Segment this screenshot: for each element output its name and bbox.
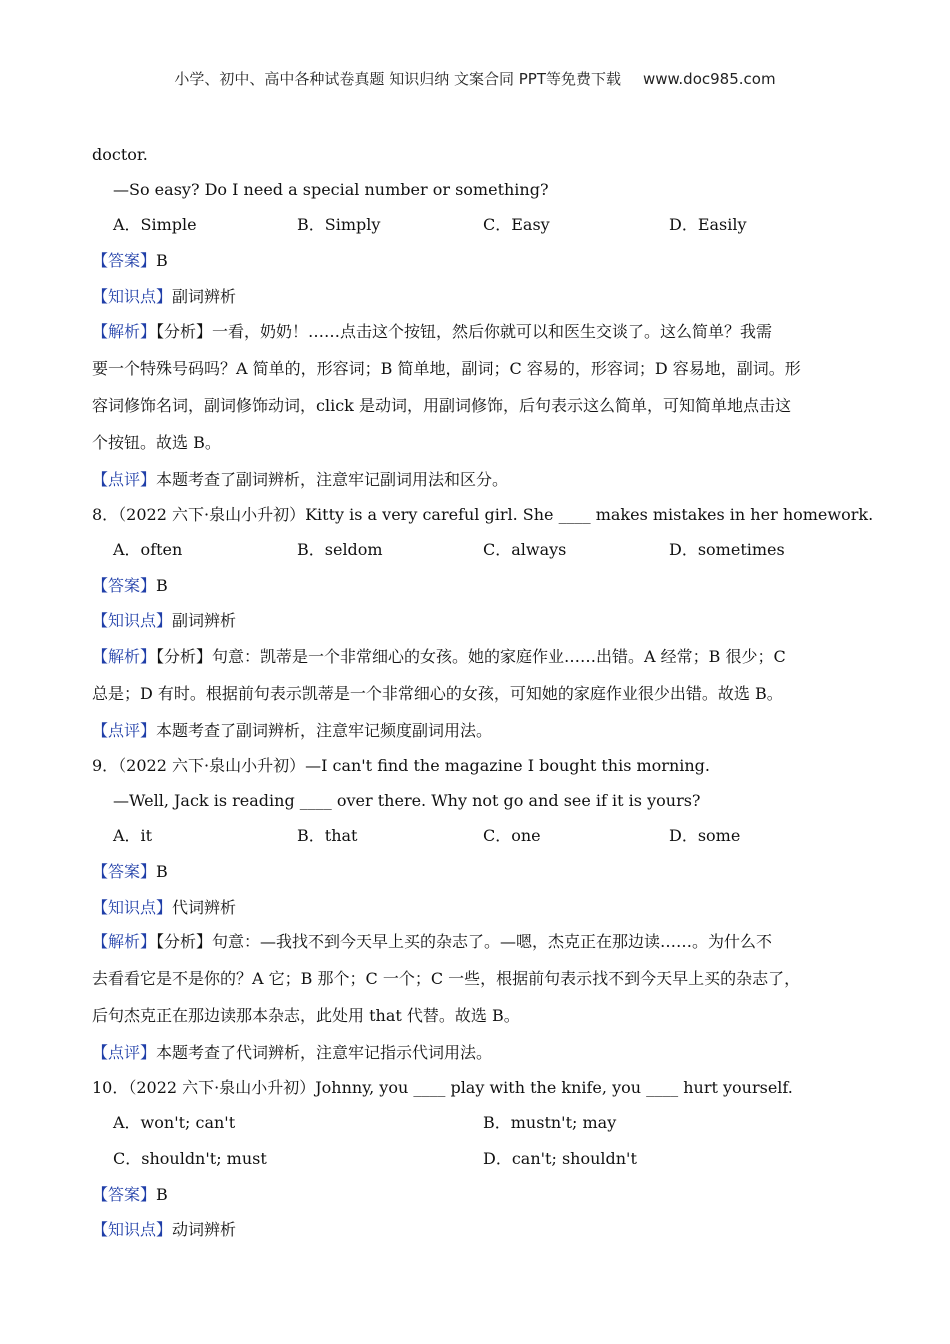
q8-answer-row [92,575,168,597]
analysis-label: 【解析】 [92,647,157,666]
comment-label: 【点评】 [92,1043,157,1062]
knowledge-label: 【知识点】 [92,611,173,630]
q10-option-c: C．shouldn't; must [113,1149,267,1168]
q7-analysis-line-1 [92,321,772,343]
q7-dialogue: —So easy? Do I need a special number or something? [113,180,549,199]
q9-stem: 9．（2022 六下·泉山小升初）—I can't find the magazine I bought this morning. [92,756,710,775]
q7-answer: B [156,251,168,270]
q10-knowledge-row [92,1219,236,1241]
q9-knowledge: 代词辨析 [172,898,237,917]
q7-knowledge-row [92,286,236,308]
comment-label: 【点评】 [92,470,157,489]
comment-label: 【点评】 [92,721,157,740]
q10-knowledge: 动词辨析 [172,1220,237,1239]
q8-analysis-line-1 [92,646,786,668]
answer-label: 【答案】 [92,1185,157,1204]
q7-analysis-line-4: 个按钮。故选 B。 [92,433,221,452]
q7-option-b: B．Simply [297,215,381,234]
q9-comment-row [92,1042,492,1064]
header-site: www.doc985.com [642,70,776,88]
q7-analysis-line-2: 要一个特殊号码吗？A 简单的，形容词；B 简单地，副词；C 容易的，形容词；D 容易地，副词。形 [92,359,801,378]
q9-analysis-line-3: 后句杰克正在那边读那本杂志，此处用 that 代替。故选 B。 [92,1006,520,1025]
q8-option-c: C．always [483,540,567,559]
q9-knowledge-row [92,897,236,919]
q9-analysis-line-1 [92,931,772,953]
q7-option-c: C．Easy [483,215,550,234]
q7-stem-continued: doctor. [92,145,148,164]
q9-answer-row [92,861,168,883]
analysis-label: 【解析】 [92,322,157,341]
q8-answer: B [156,576,168,595]
q10-option-b: B．mustn't; may [483,1113,617,1132]
answer-label: 【答案】 [92,576,157,595]
q9-option-c: C．one [483,826,541,845]
q7-option-d: D．Easily [669,215,747,234]
knowledge-label: 【知识点】 [92,898,173,917]
answer-label: 【答案】 [92,862,157,881]
q8-analysis-text-1: 【分析】句意：凯蒂是一个非常细心的女孩。她的家庭作业……出错。A 经常；B 很少；C [156,647,786,666]
q10-stem: 10．（2022 六下·泉山小升初）Johnny, you ____ play with the knife, you ____ hurt yourself. [92,1078,793,1097]
q9-answer: B [156,862,168,881]
q7-analysis-text-1: 【分析】一看，奶奶！……点击这个按钮，然后你就可以和医生交谈了。这么简单？我需 [156,322,773,341]
q7-comment-row [92,469,508,491]
page-header [0,68,950,89]
q8-option-d: D．sometimes [669,540,785,559]
q9-option-a: A．it [113,826,153,845]
q9-option-d: D．some [669,826,741,845]
q8-option-a: A．often [113,540,183,559]
q9-analysis-text-1: 【分析】句意：—我找不到今天早上买的杂志了。—嗯，杰克正在那边读……。为什么不 [156,932,773,951]
q7-knowledge: 副词辨析 [172,287,237,306]
analysis-label: 【解析】 [92,932,157,951]
q7-answer-row [92,250,168,272]
q10-answer: B [156,1185,168,1204]
q8-analysis-line-2: 总是；D 有时。根据前句表示凯蒂是一个非常细心的女孩，可知她的家庭作业很少出错。故选 B。 [92,684,783,703]
q7-analysis-line-3: 容词修饰名词，副词修饰动词，click 是动词，用副词修饰，后句表示这么简单，可知简单地点击这 [92,396,791,415]
q8-stem: 8．（2022 六下·泉山小升初）Kitty is a very careful girl. She ____ makes mistakes in her homework. [92,505,874,524]
q9-dialogue: —Well, Jack is reading ____ over there. Why not go and see if it is yours? [113,791,701,810]
q9-comment: 本题考查了代词辨析，注意牢记指示代词用法。 [156,1043,493,1062]
knowledge-label: 【知识点】 [92,1220,173,1239]
q7-comment: 本题考查了副词辨析，注意牢记副词用法和区分。 [156,470,509,489]
q10-option-d: D．can't; shouldn't [483,1149,637,1168]
q10-answer-row [92,1184,168,1206]
answer-label: 【答案】 [92,251,157,270]
q7-option-a: A．Simple [113,215,197,234]
q8-comment: 本题考查了副词辨析，注意牢记频度副词用法。 [156,721,493,740]
q8-option-b: B．seldom [297,540,383,559]
q8-knowledge: 副词辨析 [172,611,237,630]
q8-comment-row [92,720,492,742]
q10-option-a: A．won't; can't [113,1113,236,1132]
knowledge-label: 【知识点】 [92,287,173,306]
header-text: 小学、初中、高中各种试卷真题 知识归纳 文案合同 PPT等免费下载 [174,70,621,88]
q9-option-b: B．that [297,826,358,845]
q9-analysis-line-2: 去看看它是不是你的？A 它；B 那个；C 一个；C 一些，根据前句表示找不到今天早上买的杂志了， [92,969,801,988]
q8-knowledge-row [92,610,236,632]
